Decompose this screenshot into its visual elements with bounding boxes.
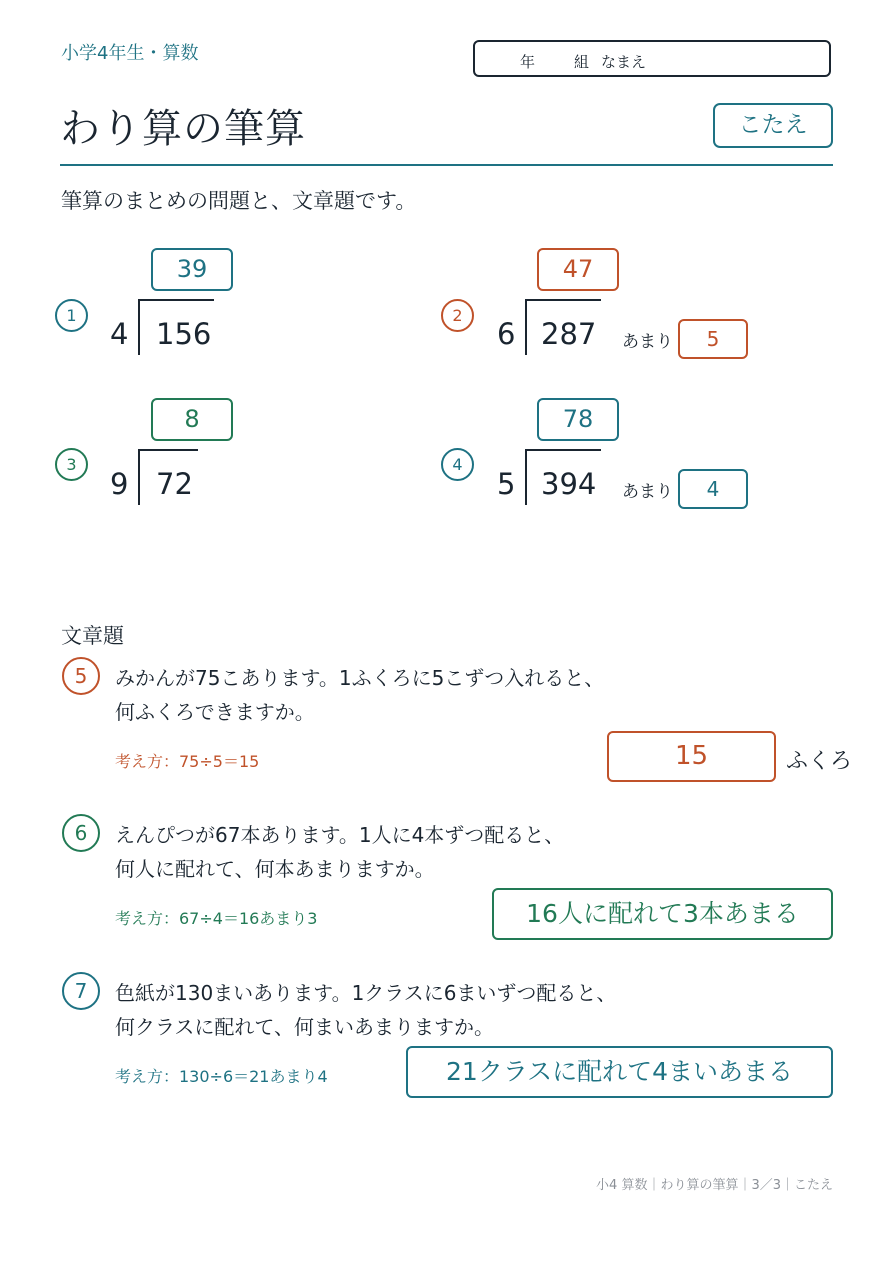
amari-label-4: あまり [622, 482, 673, 502]
word-section-title: 文章題 [61, 624, 124, 648]
word-problem-number-7: 7 [62, 972, 100, 1010]
header-divider [60, 164, 833, 166]
divisor-2: 6 [497, 317, 516, 351]
quotient-box-1: 39 [151, 248, 233, 291]
word-problem-5-answer: 15 [607, 731, 776, 782]
remainder-box-4: 4 [678, 469, 748, 509]
remainder-box-2: 5 [678, 319, 748, 359]
dividend-1: 156 [156, 317, 212, 351]
word-problem-7-line2: 何クラスに配れて、何まいあまりますか。 [115, 1015, 494, 1039]
word-problem-5-hint: 考え方：75÷5＝15 [115, 752, 260, 771]
word-problem-6-answer: 16人に配れて3本あまる [492, 888, 833, 940]
problem-number-2: 2 [441, 299, 474, 332]
answer-badge: こたえ [713, 103, 833, 148]
kumi-label: 組 [574, 53, 590, 71]
word-problem-number-6: 6 [62, 814, 100, 852]
nen-label: 年 [520, 53, 536, 71]
namae-label: なまえ [601, 53, 647, 71]
quotient-box-3: 8 [151, 398, 233, 441]
word-problem-number-5: 5 [62, 657, 100, 695]
word-problem-7-hint: 考え方：130÷6＝21あまり4 [115, 1067, 328, 1086]
divisor-4: 5 [497, 467, 516, 501]
word-problem-5-line2: 何ふくろできますか。 [115, 700, 315, 724]
word-problem-7-line1: 色紙が130まいあります。1クラスに6まいずつ配ると、 [115, 981, 617, 1005]
dividend-2: 287 [541, 317, 597, 351]
word-problem-5-line1: みかんが75こあります。1ふくろに5こずつ入れると、 [115, 666, 605, 690]
amari-label-2: あまり [622, 332, 673, 352]
name-field[interactable] [473, 40, 831, 77]
word-problem-7-answer: 21クラスに配れて4まいあまる [406, 1046, 833, 1098]
intro-text: 筆算のまとめの問題と、文章題です。 [61, 189, 417, 213]
divisor-1: 4 [110, 317, 129, 351]
problem-number-3: 3 [55, 448, 88, 481]
quotient-box-4: 78 [537, 398, 619, 441]
word-problem-5-unit: ふくろ [786, 749, 853, 774]
word-problem-6-hint: 考え方：67÷4＝16あまり3 [115, 909, 318, 928]
word-problem-6-line1: えんぴつが67本あります。1人に4本ずつ配ると、 [115, 823, 565, 847]
grade-label: 小学4年生・算数 [61, 43, 199, 64]
word-problem-6-line2: 何人に配れて、何本あまりますか。 [115, 857, 435, 881]
quotient-box-2: 47 [537, 248, 619, 291]
problem-number-4: 4 [441, 448, 474, 481]
page-footer: 小4 算数｜わり算の筆算｜3／3｜こたえ [596, 1178, 833, 1193]
problem-number-1: 1 [55, 299, 88, 332]
dividend-4: 394 [541, 467, 597, 501]
divisor-3: 9 [110, 467, 129, 501]
dividend-3: 72 [156, 467, 193, 501]
page-title: わり算の筆算 [60, 106, 306, 152]
